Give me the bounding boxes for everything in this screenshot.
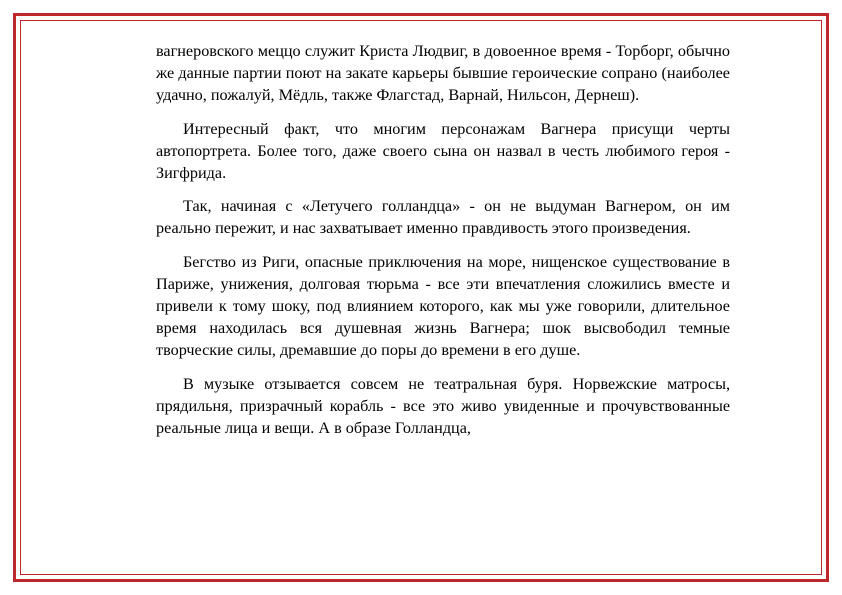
paragraph-continuation: вагнеровского меццо служит Криста Людвиг, в довоенное время - Торборг, обычно же данные партии поют на закате карьеры бывшие героические сопрано (наиболее удачно, пожалуй, Мёдль, также Флагстад, Варнай, Нильсон, Дернеш).	[156, 42, 730, 105]
paragraph-music-storm: В музыке отзывается совсем не театральная буря. Норвежские матросы, прядильня, призрачный корабль - все это живо увиденные и прочувствованные реальные лица и вещи. А в образе Голландца,	[156, 374, 730, 438]
paragraph-flying-dutchman: Так, начиная с «Летучего голландца» - он не выдуман Вагнером, он им реально пережит, и нас захватывает именно правдивость этого произведения.	[156, 197, 730, 238]
paragraph-autoportrait: Интересный факт, что многим персонажам Вагнера присущи черты автопортрета. Более того, даже своего сына он назвал в честь любимого героя - Зигфрида.	[156, 119, 730, 183]
paragraph-riga-escape: Бегство из Риги, опасные приключения на море, нищенское существование в Париже, унижения, долговая тюрьма - все эти впечатления сложились вместе и привели к тому шоку, под влиянием которого, как мы уже говорили, длительное время находилась вся душевная жизнь Вагнера; шок высвободил темные творческие силы, дремавшие до поры до времени в его душе.	[156, 252, 730, 360]
body-text	[156, 40, 730, 450]
